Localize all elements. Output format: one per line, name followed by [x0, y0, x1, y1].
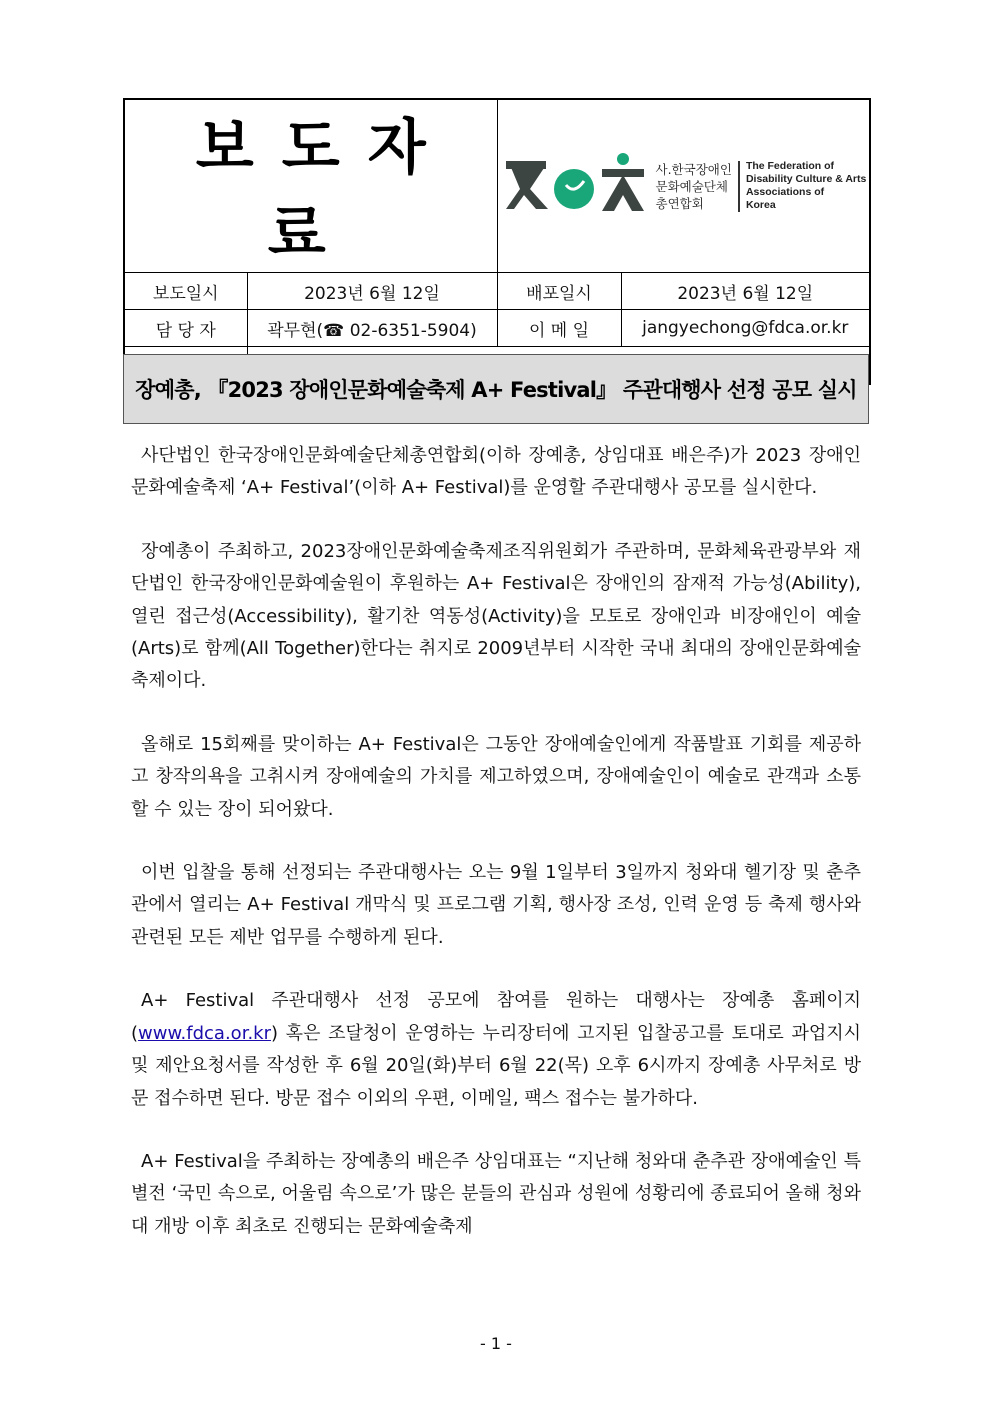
- press-title-cell: [124, 99, 497, 273]
- logo-kr-line: 총연합회: [655, 195, 704, 211]
- headline: 장예총, 『2023 장애인문화예술축제 A+ Festival』 주관대행사 선정 공모 실시: [135, 378, 857, 402]
- press-title: 보도자료: [195, 113, 454, 269]
- contact-value: 곽무현(☎ 02-6351-5904): [247, 310, 497, 347]
- paragraph: 장예총이 주최하고, 2023장애인문화예술축제조직위원회가 주관하며, 문화체육관광부와 재단법인 한국장애인문화예술원이 후원하는 A+ Festival은 장애인의 잠재적 가능성(Ability), 열린 접근성(Accessibility), 활기찬 역동성(Activity)을 모토로 장애인과 비장애인이 예술(Arts)로 함께(All Together)한다는 취지로 2009년부터 시작한 국내 최대의 장애인문화예술축제이다.: [131, 540, 861, 692]
- logo-kr-line: 사.한국장애인: [655, 161, 732, 177]
- logo-cell: [497, 99, 870, 273]
- logo-mark-icon: [506, 151, 646, 221]
- page-number: - 1 -: [480, 1334, 512, 1353]
- organization-logo: [498, 100, 870, 272]
- email-value: jangyechong@fdca.or.kr: [621, 310, 870, 347]
- paragraph-text: ) 혹은 조달청이 운영하는 누리장터에 고지된 입찰공고를 토대로 과업지시 및 제안요청서를 작성한 후 6월 20일(화)부터 6월 22(목) 오후 6시까지 장예총 사무처로 방문 접수하면 된다. 방문 접수 이외의 우편, 이메일, 팩스 접수는 불가하다.: [131, 1022, 861, 1109]
- contact-label: 담 당 자: [124, 310, 247, 347]
- paragraph: 사단법인 한국장애인문화예술단체총연합회(이하 장예총, 상임대표 배은주)가 2023 장애인문화예술축제 ‘A+ Festival’(이하 A+ Festival)를 운영할 주관대행사 공모를 실시한다.: [131, 445, 861, 499]
- email-label: 이 메 일: [497, 310, 621, 347]
- paragraph: 올해로 15회째를 맞이하는 A+ Festival은 그동안 장애예술인에게 작품발표 기회를 제공하고 창작의욕을 고취시켜 장애예술의 가치를 제고하였으며, 장애예술인이 예술로 관객과 소통할 수 있는 장이 되어왔다.: [131, 733, 861, 820]
- distribution-date-label: 배포일시: [497, 273, 621, 310]
- logo-korean-name: [650, 161, 740, 212]
- logo-english-name: [740, 160, 866, 212]
- homepage-link[interactable]: www.fdca.or.kr: [138, 1022, 271, 1044]
- press-header-table: [123, 98, 871, 385]
- distribution-date-value: 2023년 6월 12일: [621, 273, 870, 310]
- logo-en-line: The Federation of: [745, 160, 835, 172]
- paragraph-text: A+ Festival 주관대행사 선정 공모에 참여를 원하는 대행사는 장예총 홈페이지(: [131, 990, 861, 1044]
- article-body: [131, 440, 861, 1274]
- headline-box: [123, 354, 869, 424]
- logo-kr-line: 문화예술단체: [655, 178, 728, 194]
- paragraph: 이번 입찰을 통해 선정되는 주관대행사는 오는 9월 1일부터 3일까지 청와대 헬기장 및 춘추관에서 열리는 A+ Festival 개막식 및 프로그램 기획, 행사장 조성, 인력 운영 등 축제 행사와 관련된 모든 제반 업무를 수행하게 된다.: [131, 862, 861, 948]
- paragraph: A+ Festival을 주최하는 장예총의 배은주 상임대표는 “지난해 청와대 춘추관 장애예술인 특별전 ‘국민 속으로, 어울림 속으로’가 많은 분들의 관심과 성원에 성황리에 종료되어 올해 청와대 개방 이후 최초로 진행되는 문화예술축제: [131, 1150, 861, 1237]
- report-date-label: 보도일시: [124, 273, 247, 310]
- paragraph: [131, 985, 861, 1115]
- report-date-value: 2023년 6월 12일: [247, 273, 497, 310]
- logo-en-line: Korea: [745, 199, 776, 211]
- logo-en-line: Associations of: [745, 186, 825, 198]
- logo-en-line: Disability Culture & Arts: [745, 173, 867, 185]
